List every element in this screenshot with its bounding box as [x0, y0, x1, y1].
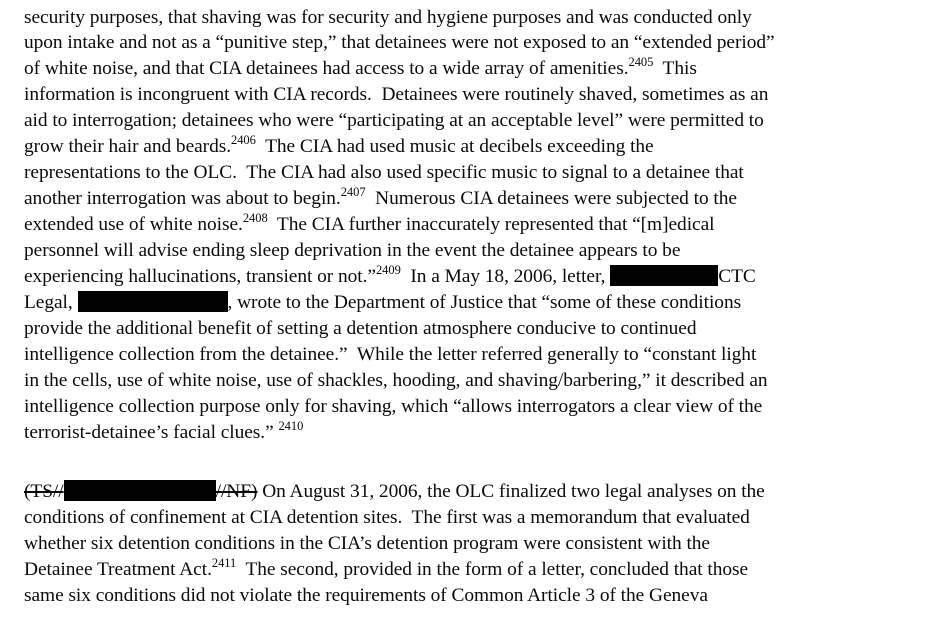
text-line	[24, 109, 764, 133]
footnote-marker: 2411	[211, 556, 237, 570]
text-line	[24, 213, 714, 237]
text-line	[24, 480, 765, 504]
line-text: This	[653, 58, 697, 79]
text-line	[24, 83, 768, 107]
line-text: CTC	[718, 266, 756, 287]
text-line	[24, 558, 748, 582]
line-text: The CIA further inaccurately represented that “[m]edical	[267, 214, 715, 235]
footnote-marker: 2410	[278, 419, 304, 433]
line-text: Detainee Treatment Act.	[24, 559, 212, 580]
line-text: extended use of white noise.	[24, 214, 243, 235]
text-line	[24, 343, 756, 367]
line-text: Numerous CIA detainees were subjected to the	[365, 188, 737, 209]
line-text: terrorist-detainee’s facial clues.”	[24, 422, 279, 443]
footnote-marker: 2405	[628, 55, 654, 69]
line-text: aid to interrogation; detainees who were “participating at an acceptable level” were permitted to	[24, 110, 764, 131]
line-text: , wrote to the Department of Justice that “some of these conditions	[227, 292, 742, 313]
line-text: The CIA had used music at decibels exceeding the	[255, 136, 654, 157]
text-line	[24, 584, 708, 608]
line-text: personnel will advise ending sleep deprivation in the event the detainee appears to be	[24, 240, 681, 261]
line-text: of white noise, and that CIA detainees had access to a wide array of amenities.	[24, 58, 629, 79]
footnote-marker: 2406	[231, 133, 256, 147]
text-line	[24, 161, 744, 185]
line-text: information is incongruent with CIA records. Detainees were routinely shaved, sometimes as an	[24, 84, 769, 105]
line-text: same six conditions did not violate the requirements of Common Article 3 of the Geneva	[24, 585, 708, 606]
text-line	[24, 57, 697, 81]
line-text: grow their hair and beards.	[24, 136, 232, 157]
line-text: in the cells, use of white noise, use of shackles, hooding, and shaving/barbering,” it described an	[24, 370, 768, 391]
classification-marking: (TS//	[24, 481, 64, 502]
line-text: In a May 18, 2006, letter,	[400, 266, 611, 287]
text-line	[24, 6, 752, 30]
footnote-marker: 2409	[375, 263, 401, 277]
redaction-block	[610, 265, 718, 286]
line-text: intelligence collection from the detainee.” While the letter referred generally to “constant light	[24, 344, 757, 365]
line-text: On August 31, 2006, the OLC finalized two legal analyses on the	[257, 481, 765, 502]
line-text: another interrogation was about to begin.	[24, 188, 341, 209]
text-line	[24, 265, 756, 289]
text-line	[24, 395, 762, 419]
footnote-marker: 2407	[340, 185, 366, 199]
redaction-block	[78, 291, 228, 312]
text-line	[24, 187, 737, 211]
text-line	[24, 317, 697, 341]
classification-marking: //NF)	[215, 481, 258, 502]
line-text: provide the additional benefit of setting a detention atmosphere conducive to continued	[24, 318, 697, 339]
line-text: security purposes, that shaving was for security and hygiene purposes and was conducted only	[24, 7, 752, 28]
redaction-block	[64, 480, 216, 501]
line-text: whether six detention conditions in the CIA’s detention program were consistent with the	[24, 533, 710, 554]
text-line	[24, 31, 775, 55]
text-line	[24, 421, 303, 445]
line-text: The second, provided in the form of a letter, concluded that those	[236, 559, 749, 580]
line-text: upon intake and not as a “punitive step,” that detainees were not exposed to an “extended period”	[24, 32, 775, 53]
line-text: experiencing hallucinations, transient or not.”	[24, 266, 376, 287]
text-line	[24, 135, 654, 159]
text-line	[24, 532, 710, 556]
footnote-marker: 2408	[242, 211, 268, 225]
line-text: conditions of confinement at CIA detention sites. The first was a memorandum that evaluated	[24, 507, 750, 528]
line-text: intelligence collection purpose only for shaving, which “allows interrogators a clear view of the	[24, 396, 763, 417]
text-line	[24, 239, 680, 263]
text-line	[24, 506, 750, 530]
line-text: representations to the OLC. The CIA had also used specific music to signal to a detainee that	[24, 162, 744, 183]
line-text: Legal,	[24, 292, 78, 313]
text-line	[24, 291, 741, 315]
text-line	[24, 369, 768, 393]
